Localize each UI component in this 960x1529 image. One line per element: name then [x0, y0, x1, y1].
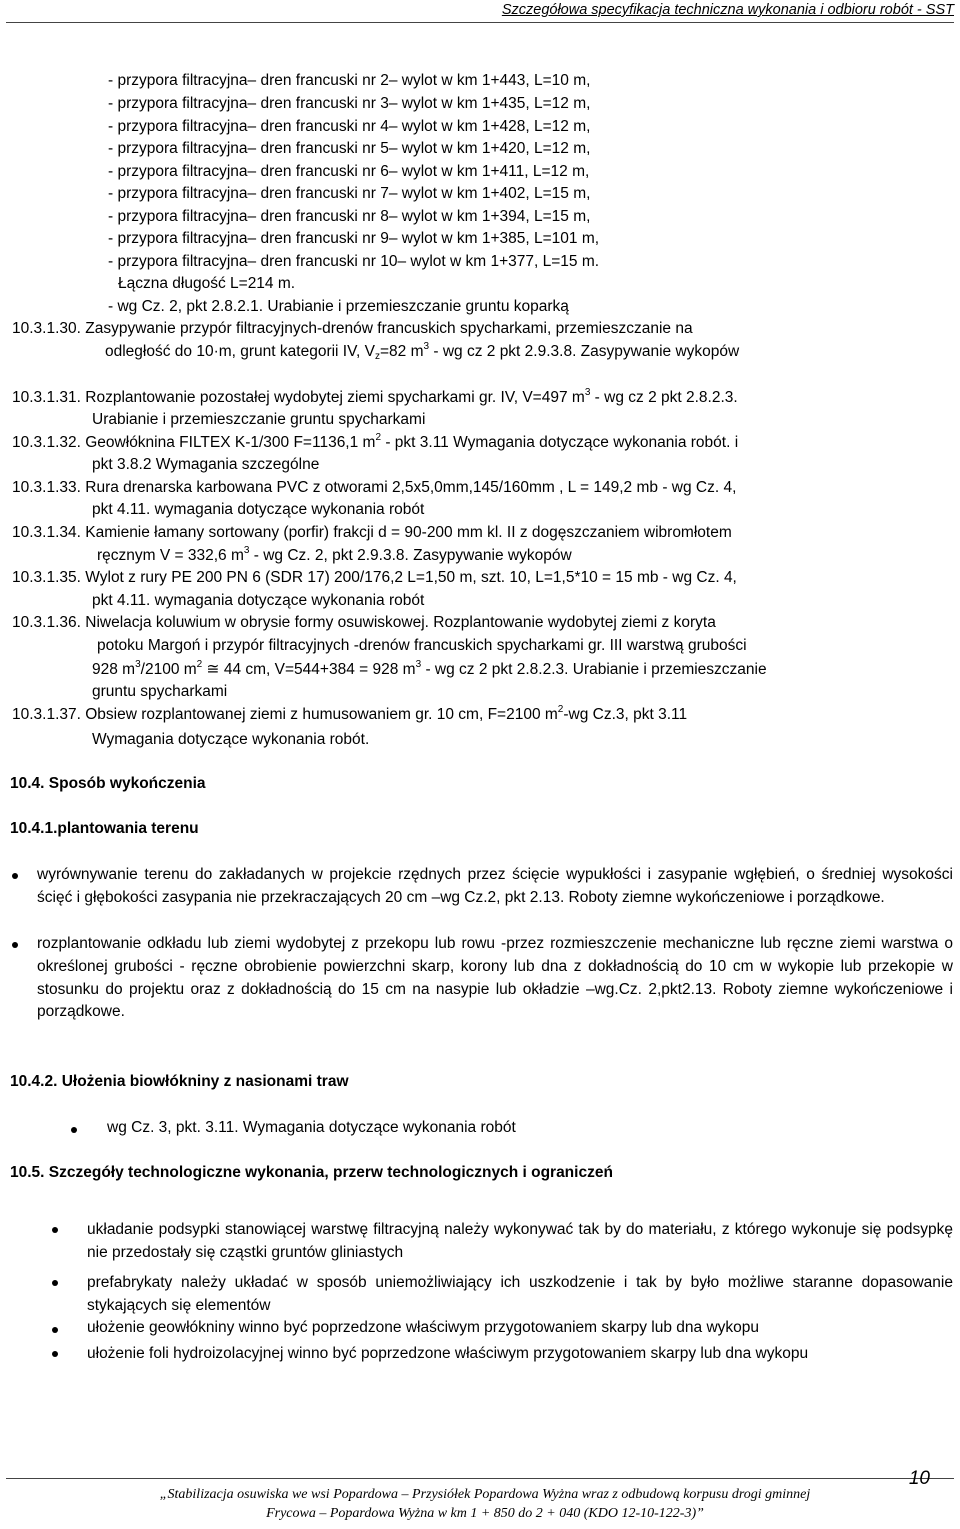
item-33-line1: 10.3.1.33. Rura drenarska karbowana PVC z otworami 2,5x5,0mm,145/160mm , L = 149,2 mb - wg Cz. 4,: [12, 479, 737, 496]
total-length: Łączna długość L=214 m.: [118, 275, 296, 292]
item-34-line1: 10.3.1.34. Kamienie łamany sortowany (porfir) frakcji d = 90-200 mm kl. II z dogęszczaniem wibromłotem: [12, 524, 732, 541]
section-10-4-2-heading: 10.4.2. Ułożenia biowłókniny z nasionami traw: [10, 1073, 349, 1090]
list-item: - przypora filtracyjna– dren francuski nr 10– wylot w km 1+377, L=15 m.: [108, 253, 600, 270]
section-10-5-heading: 10.5. Szczegóły technologiczne wykonania, przerw technologicznych i ograniczeń: [10, 1164, 613, 1181]
header-divider: [6, 22, 954, 23]
item-30-line2: odległość do 10·m, grunt kategorii IV, $V_z=82$ $m^3$ - wg cz 2 pkt 2.9.3.8. Zasypywanie wykopów: [105, 341, 740, 362]
list-item: - przypora filtracyjna– dren francuski nr 3– wylot w km 1+435, L=12 m,: [108, 95, 591, 112]
bullet-item: prefabrykaty należy układać w sposób uniemożliwiający ich uszkodzenie i tak by było możliwe staranne dopasowanie stykających się elementów: [87, 1274, 953, 1314]
item-31-line1: 10.3.1.31. Rozplantowanie pozostałej wydobytej ziemi spycharkami gr. IV, V=497 $m^3$ - wg cz 2 pkt 2.8.2.3.: [12, 387, 738, 406]
list-item: - przypora filtracyjna– dren francuski nr 8– wylot w km 1+394, L=15 m,: [108, 208, 591, 225]
bullet-item: ułożenie foli hydroizolacyjnej winno być poprzedzone właściwym przygotowaniem skarpy lub dna wykopu: [87, 1345, 809, 1362]
item-34-line2: ręcznym V = 332,6 $m^3$ - wg Cz. 2, pkt 2.9.3.8. Zasypywanie wykopów: [97, 545, 572, 564]
item-33-line2: pkt 4.11. wymagania dotyczące wykonania robót: [92, 501, 425, 518]
bullet-item: wyrównywanie terenu do zakładanych w projekcie rzędnych przez ścięcie wypukłości i zasypanie wgłębień, o średniej wysokości ścięć i głębokości zasypania nie przekraczających 20 cm –wg Cz.2, pkt 2.13. Roboty ziemne wykończeniowe i porządkowe.: [37, 866, 953, 906]
footer-line2: Frycowa – Popardowa Wyżna w km 1 + 850 do 2 + 040 (KDO 12-10-122-3)”: [266, 1506, 704, 1521]
bullet-dot: [52, 1280, 58, 1286]
item-36-line1: 10.3.1.36. Niwelacja koluwium w obrysie formy osuwiskowej. Rozplantowanie wydobytej ziemi z koryta: [12, 614, 716, 631]
bullet-dot: [52, 1351, 58, 1357]
footer-line1: „Stabilizacja osuwiska we wsi Popardowa – Przysiółek Popardowa Wyżna wraz z odbudową korpusu drogi gminnej: [159, 1487, 811, 1502]
item-36-line2: potoku Margoń i przypór filtracyjnych -drenów francuskich spycharkami gr. III warstwą grubości: [97, 637, 747, 654]
wg-line: - wg Cz. 2, pkt 2.8.2.1. Urabianie i przemieszczanie gruntu koparką: [108, 298, 569, 315]
list-item: - przypora filtracyjna– dren francuski nr 7– wylot w km 1+402, L=15 m,: [108, 185, 591, 202]
bullet-item: wg Cz. 3, pkt. 3.11. Wymagania dotyczące wykonania robót: [107, 1119, 516, 1136]
item-31-line2: Urabianie i przemieszczanie gruntu spycharkami: [92, 411, 426, 428]
item-37-line1: 10.3.1.37. Obsiew rozplantowanej ziemi z humusowaniem gr. 10 cm, F=2100 $m^2-wg$ Cz.3, pkt 3.11: [12, 704, 688, 723]
item-35-line1: 10.3.1.35. Wylot z rury PE 200 PN 6 (SDR 17) 200/176,2 L=1,50 m, szt. 10, L=1,5*10 = 15 mb - wg Cz. 4,: [12, 569, 737, 586]
list-item: - przypora filtracyjna– dren francuski nr 5– wylot w km 1+420, L=12 m,: [108, 140, 591, 157]
item-35-line2: pkt 4.11. wymagania dotyczące wykonania robót: [92, 592, 425, 609]
bullet-item: układanie podsypki stanowiącej warstwę filtracyjną należy wykonywać tak by do materiału, z którego wykonuje się podsypkę nie przedostały się cząstki gruntów gliniastych: [87, 1221, 953, 1261]
item-36-line4: gruntu spycharkami: [92, 683, 228, 700]
list-item: - przypora filtracyjna– dren francuski nr 6– wylot w km 1+411, L=12 m,: [108, 163, 590, 180]
item-32-line1: 10.3.1.32. Geowłóknina FILTEX K-1/300 F=1136,1 $m^2$ - pkt 3.11 Wymagania dotyczące wykonania robót. i: [12, 432, 739, 451]
bullet-dot: [52, 1327, 58, 1333]
bullet-dot: [12, 942, 18, 948]
bullet-item: ułożenie geowłókniny winno być poprzedzone właściwym przygotowaniem skarpy lub dna wykopu: [87, 1319, 760, 1336]
page-number: 10: [908, 1468, 930, 1489]
footer-divider: [6, 1478, 954, 1479]
section-10-4-1-heading: 10.4.1.plantowania terenu: [10, 820, 199, 837]
page-header: Szczegółowa specyfikacja techniczna wykonania i odbioru robót - SST: [501, 2, 954, 18]
bullet-dot: [71, 1127, 77, 1133]
section-10-4-heading: 10.4. Sposób wykończenia: [10, 775, 206, 792]
list-item: - przypora filtracyjna– dren francuski nr 4– wylot w km 1+428, L=12 m,: [108, 118, 591, 135]
item-32-line2: pkt 3.8.2 Wymagania szczególne: [92, 456, 320, 473]
item-36-line3: 928 $m^3/2100$ $m^2$ ≅ 44 cm, V=544+384 = 928 $m^3$ - wg cz 2 pkt 2.8.2.3. Urabianie i przemieszczanie: [92, 659, 767, 678]
bullet-dot: [52, 1227, 58, 1233]
bullet-dot: [12, 873, 18, 879]
list-item: - przypora filtracyjna– dren francuski nr 2– wylot w km 1+443, L=10 m,: [108, 72, 591, 89]
bullet-item: rozplantowanie odkładu lub ziemi wydobytej z przekopu lub rowu -przez rozmieszczenie mechaniczne lub ręczne ziemi warstwa o określonej grubości - ręczne obrobienie powierzchni skarp, korony lub dna z dokładnością do 10 cm w wykopie lub przekopie w stosunku do projektu oraz z dokładnością do 15 cm na nasypie lub okładzie –wg.Cz. 2,pkt2.13. Roboty ziemne wykończeniowe i porządkowe.: [37, 935, 953, 1021]
item-30-line1: 10.3.1.30. Zasypywanie przypór filtracyjnych-drenów francuskich spycharkami, przemieszczanie na: [12, 320, 693, 337]
list-item: - przypora filtracyjna– dren francuski nr 9– wylot w km 1+385, L=101 m,: [108, 230, 600, 247]
item-37-line2: Wymagania dotyczące wykonania robót.: [92, 731, 370, 748]
